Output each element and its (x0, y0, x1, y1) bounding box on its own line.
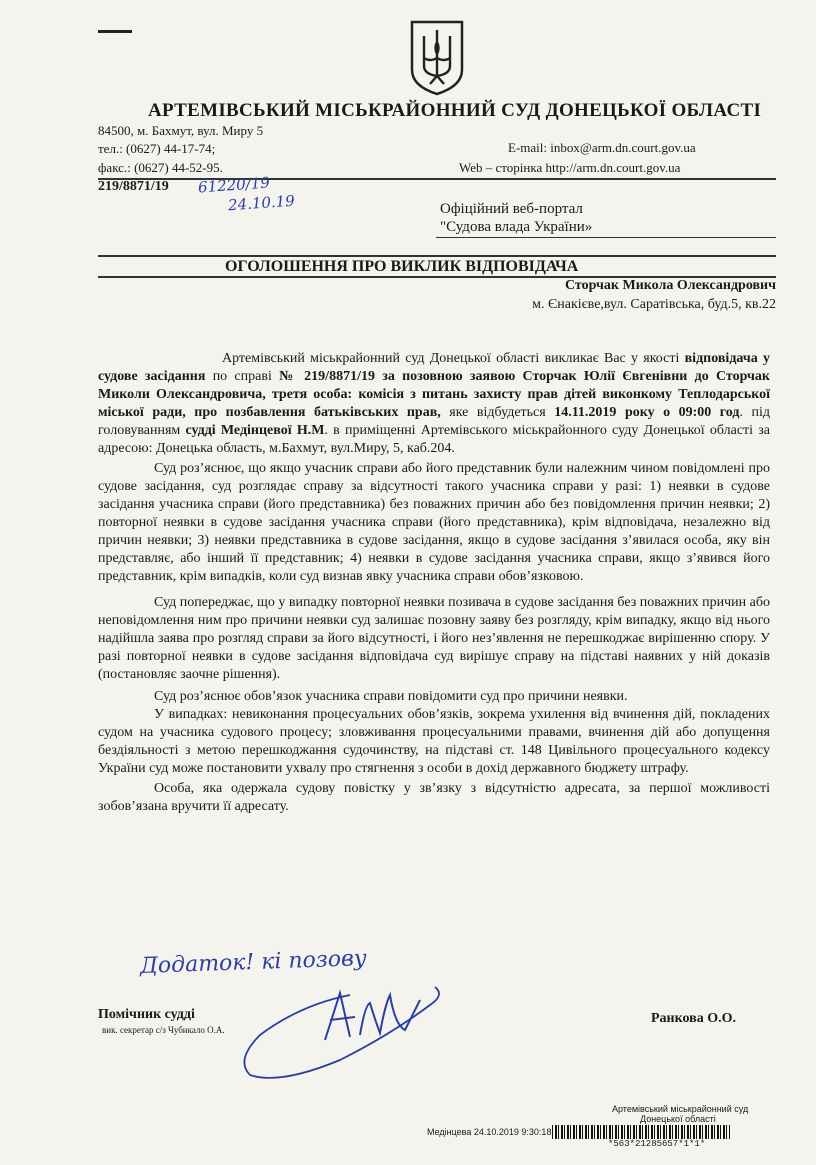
case-reference: 219/8871/19 (98, 179, 169, 194)
paragraph-summons: Артемівський міськрайонний суд Донецької області викликає Вас у якості відповідача у судове засідання по справі № 219/8871/19 за позовною заявою Сторчак Юлії Євгенівни до Сторчак Миколи Олександровича, третя особа: комісія з питань захисту прав дітей виконкому Теплодарської міської ради, про позбавлення батьківських прав, яке відбудеться 14.11.2019 року о 09:00 год. під головуванням судді Медінцевої Н.М. в приміщенні Артемівського міськрайонного суду Донецької області за адресою: Донецька область, м.Бахмут, вул.Миру, 5, каб.204. (98, 351, 771, 456)
stamp-court-line2: Донецької області (640, 1114, 716, 1124)
court-email: E-mail: inbox@arm.dn.court.gov.ua (508, 140, 696, 155)
respondent-address: м. Єнакієве,вул. Саратівська, буд.5, кв.22 (532, 297, 776, 312)
court-address: 84500, м. Бахмут, вул. Миру 5 (98, 123, 264, 138)
paragraph-absence-rules: Суд роз’яснює, що якщо учасник справи або його представник були належним чином повідомлені про судове засідання, суд розглядає справу за відсутності такого учасника справи у разі: 1) неявки в судове засідання учасника справи (його представника) без поважних причин або без повідомлення причин неявки; 2) повторної неявки в судове засідання учасника справи (його представника), крім відповідача, незалежно від причин неявки; 3) неявки представника в судове засідання, якщо в судове засідання з’явилася особа, яку він представляє, або інший її представник; 4) неявки в судове засідання учасника справи, якщо з’явився його представник, крім випадків, коли суд визнав явку учасника справи обов’язковою. (98, 461, 770, 584)
paragraph-delivery: Особа, яка одержала судову повістку у зв’язку з відсутністю адресата, за першої можливості зобов’язана вручити її адресату. (98, 781, 770, 814)
paragraph-plaintiff-warning: Суд попереджає, що у випадку повторної неявки позивача в судове засідання без поважних причин або неповідомлення ним про причини неявки суд залишає позовну заяву без розгляду, крім випадку, якщо від нього надійшла заява про розгляд справи за його відсутності, і його нез’явлення не перешкоджає вирішенню спору. У разі повторної неявки в судове засідання відповідача суд вирішує справу на підставі наявних у ній доказів (постановляє заочне рішення). (98, 595, 770, 682)
notice-rule-top (98, 255, 776, 257)
stamp-received: Медінцева 24.10.2019 9:30:18 (427, 1127, 552, 1137)
top-dash-mark (98, 30, 132, 33)
signature-title: Помічник судді (98, 1007, 195, 1022)
recipient-block (440, 200, 592, 236)
barcode (552, 1125, 730, 1139)
handwritten-note: Додаток! кі позову (139, 946, 368, 979)
signatory-name: Ранкова О.О. (651, 1011, 736, 1026)
handwritten-reg-date: 24.10.19 (227, 191, 296, 215)
paragraph-duty-notify: Суд роз’яснює обов’язок учасника справи повідомити суд про причини неявки. (154, 689, 628, 704)
recipient-rule (436, 237, 776, 238)
court-name: АРТЕМІВСЬКИЙ МІСЬКРАЙОННИЙ СУД ДОНЕЦЬКОЇ ОБЛАСТІ (148, 100, 762, 121)
signature-subtitle: вик. секретар с/з Чубикало О.А. (102, 1025, 225, 1035)
paragraph-fines: У випадках: невиконання процесуальних обов’язків, зокрема ухилення від вчинення дій, покладених судом на учасника судового процесу; зловживання процесуальними правами, вчинення дій або допущення бездіяльності з метою перешкоджання судочинству, на підставі ст. 148 Цивільного процесуального кодексу України суд може постановити ухвалу про стягнення з особи в дохід державного бюджету штрафу. (98, 707, 770, 776)
stamp-court-line1: Артемівський міськрайонний суд (612, 1104, 749, 1114)
coat-of-arms-icon (408, 18, 466, 96)
barcode-number: *563*21285657*1*1* (608, 1139, 706, 1149)
respondent-name: Сторчак Микола Олександрович (564, 278, 776, 293)
notice-title: ОГОЛОШЕННЯ ПРО ВИКЛИК ВІДПОВІДАЧА (225, 258, 579, 275)
handwritten-signature (230, 965, 470, 1090)
court-website: Web – сторінка http://arm.dn.court.gov.ua (459, 160, 681, 175)
notice-body (98, 350, 770, 816)
court-fax: факс.: (0627) 44-52-95. (98, 160, 223, 175)
court-phone: тел.: (0627) 44-17-74; (98, 141, 216, 156)
recipient-line1: Офіційний веб-портал (440, 201, 583, 217)
recipient-line2: "Судова влада України» (440, 219, 593, 235)
handwritten-reg-number: 61220/19 (197, 173, 271, 197)
